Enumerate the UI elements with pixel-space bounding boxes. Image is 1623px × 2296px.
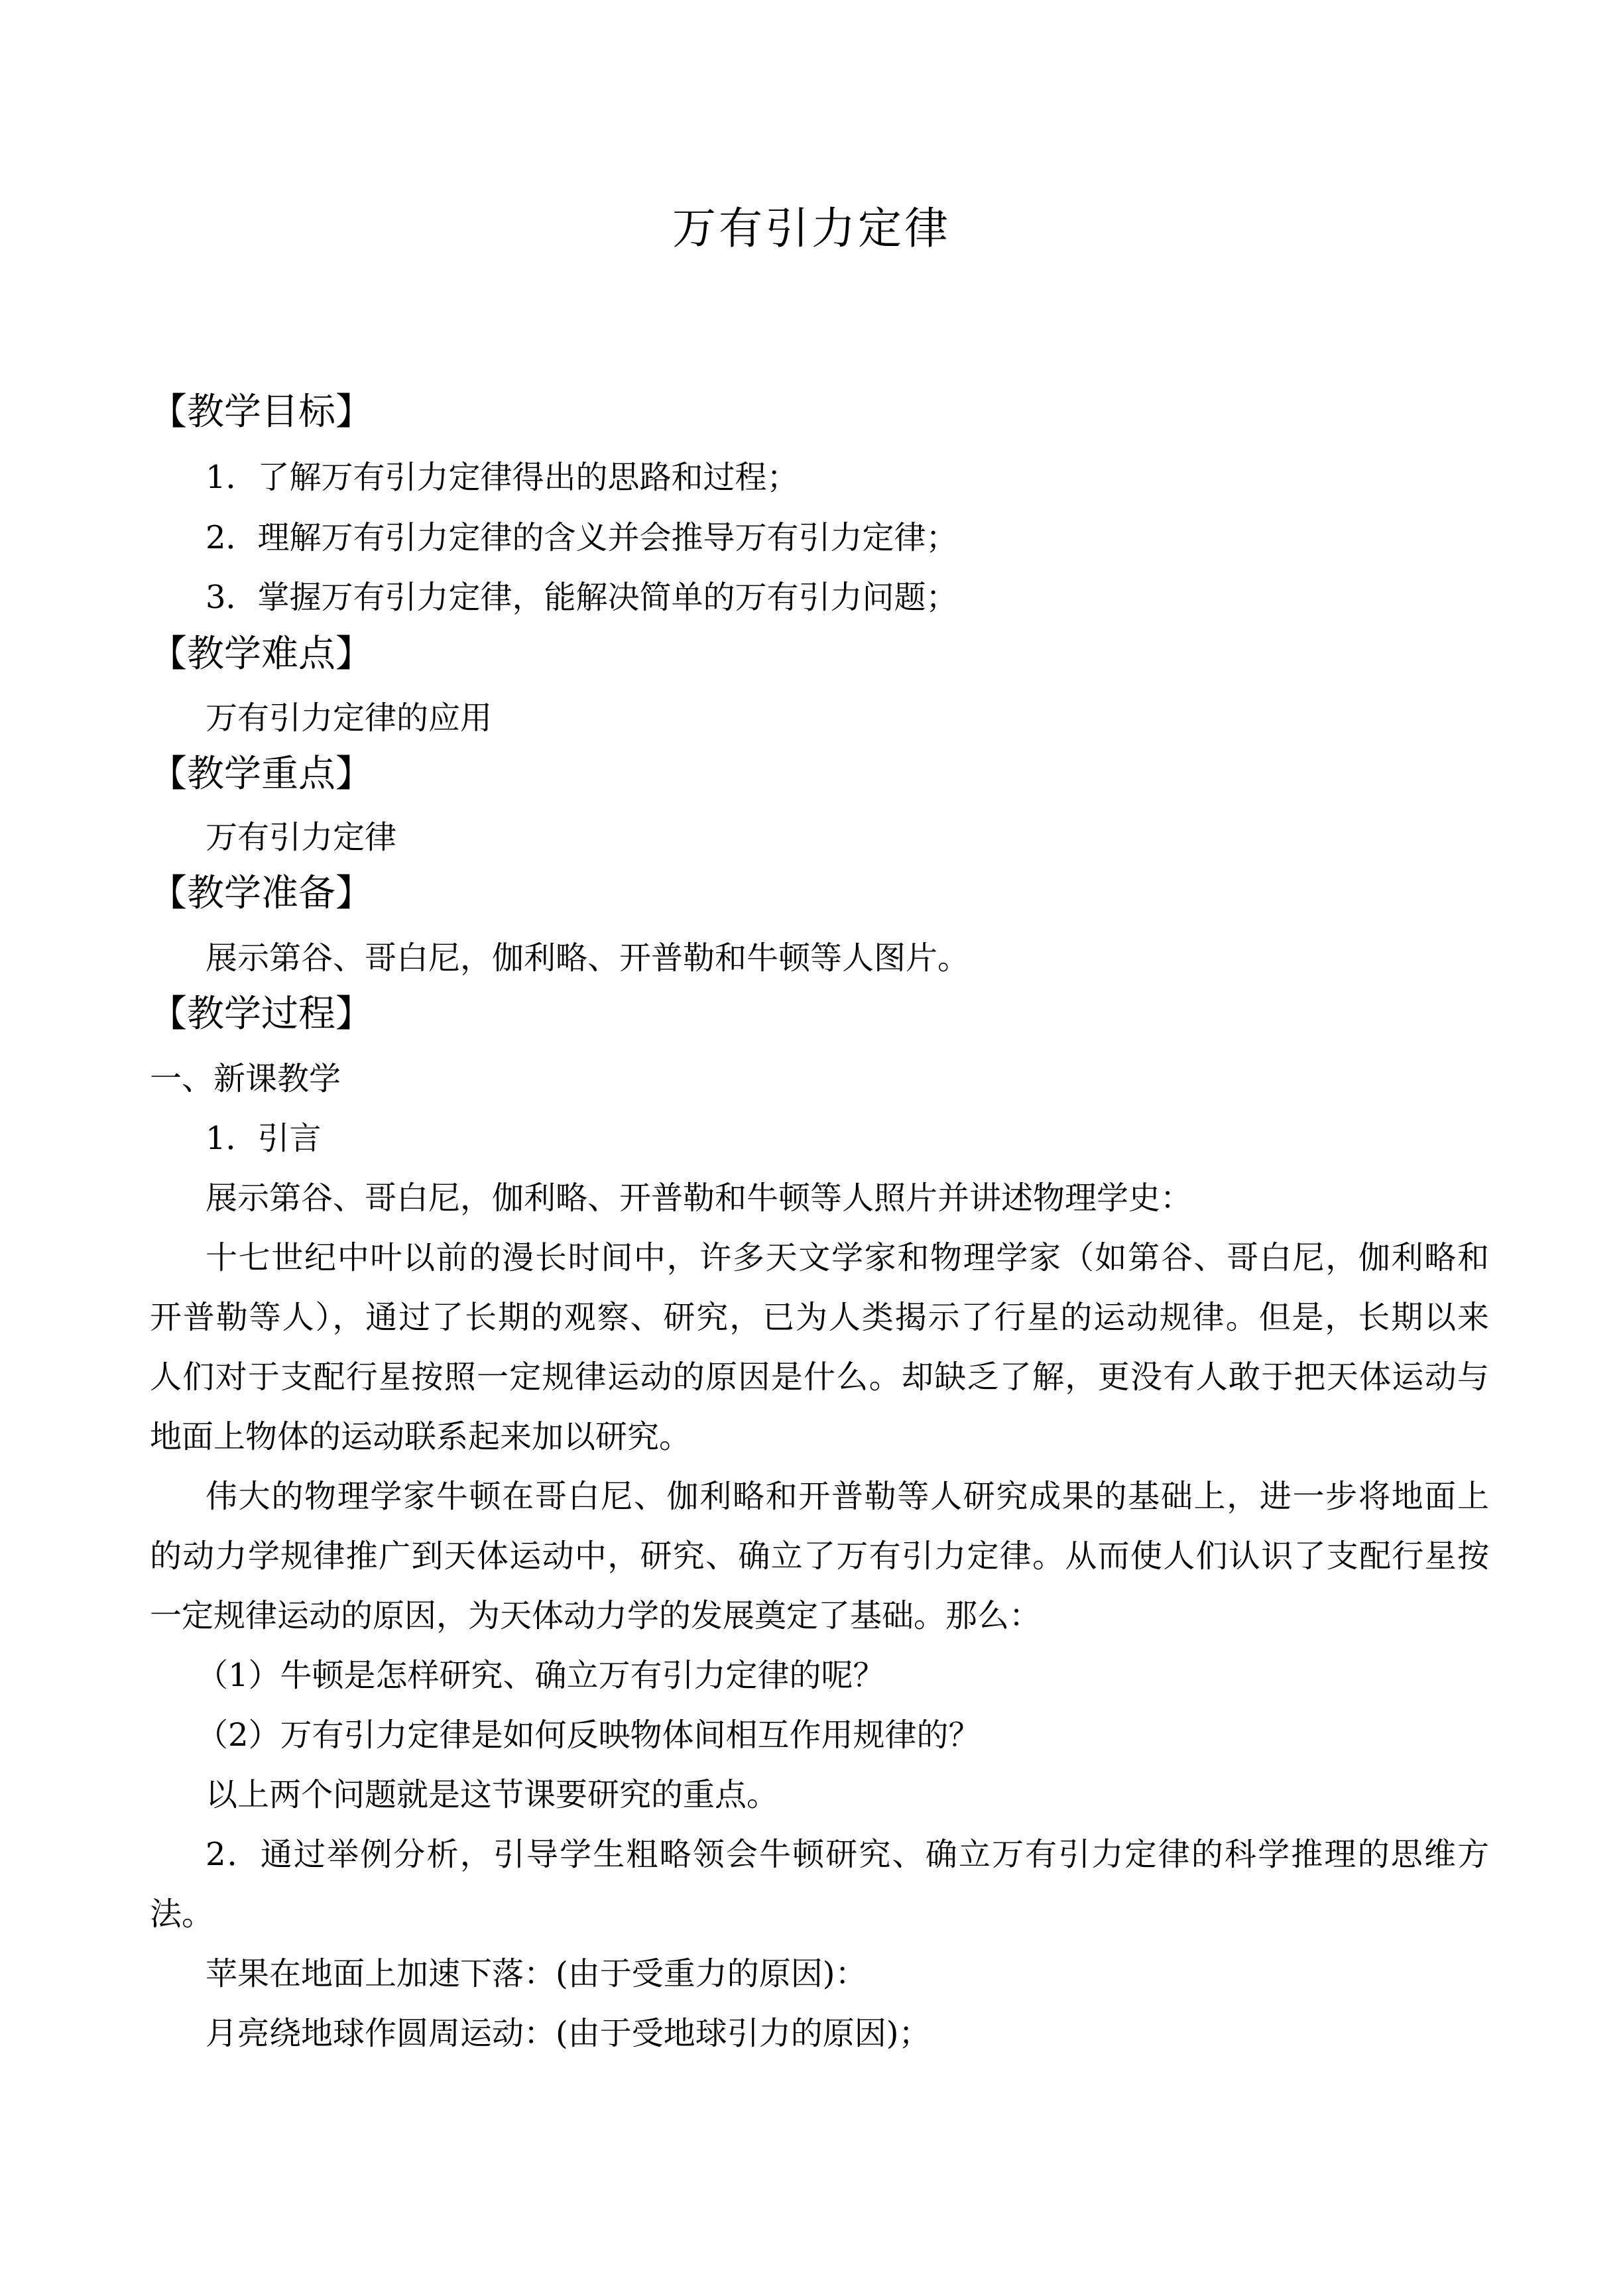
objective-item-3: 3．掌握万有引力定律，能解决简单的万有引力问题；	[206, 579, 958, 616]
newton-paragraph-line: 伟大的物理学家牛顿在哥白尼、伽利略和开普勒等人研究成果的基础上，进一步将地面上	[206, 1478, 1489, 1515]
example-apple: 苹果在地面上加速下落：(由于受重力的原因)：	[206, 1955, 867, 1992]
intro-title: 1．引言	[206, 1120, 322, 1157]
analysis-item-line: 法。	[150, 1896, 214, 1933]
history-paragraph-line: 开普勒等人），通过了长期的观察、研究，已为人类揭示了行星的运动规律。但是，长期以来	[150, 1299, 1489, 1336]
history-paragraph-line: 地面上物体的运动联系起来加以研究。	[150, 1418, 691, 1455]
key-points-text: 万有引力定律	[206, 819, 397, 856]
objective-item-1: 1．了解万有引力定律得出的思路和过程；	[206, 459, 799, 496]
process-heading: 【教学过程】	[150, 993, 373, 1036]
difficulty-text: 万有引力定律的应用	[206, 699, 493, 737]
history-paragraph-line: 十七世纪中叶以前的漫长时间中，许多天文学家和物理学家（如第谷、哥白尼，伽利略和	[206, 1239, 1489, 1276]
preparation-heading: 【教学准备】	[150, 872, 373, 915]
question-2: （2）万有引力定律是如何反映物体间相互作用规律的？	[196, 1717, 981, 1754]
newton-paragraph-line: 的动力学规律推广到天体运动中，研究、确立了万有引力定律。从而使人们认识了支配行星按	[150, 1538, 1489, 1575]
objectives-heading: 【教学目标】	[150, 391, 373, 434]
document-title: 万有引力定律	[672, 203, 951, 254]
questions-note: 以上两个问题就是这节课要研究的重点。	[206, 1776, 779, 1813]
history-paragraph-line: 人们对于支配行星按照一定规律运动的原因是什么。却缺乏了解，更没有人敢于把天体运动与	[150, 1359, 1489, 1396]
preparation-text: 展示第谷、哥白尼，伽利略、开普勒和牛顿等人图片。	[206, 939, 970, 977]
new-lesson-title: 一、新课教学	[150, 1060, 341, 1097]
difficulty-heading: 【教学难点】	[150, 633, 373, 676]
key-points-heading: 【教学重点】	[150, 753, 373, 796]
intro-lead: 展示第谷、哥白尼，伽利略、开普勒和牛顿等人照片并讲述物理学史：	[206, 1179, 1193, 1217]
question-1: （1）牛顿是怎样研究、确立万有引力定律的呢？	[196, 1657, 885, 1694]
example-moon: 月亮绕地球作圆周运动：(由于受地球引力的原因)；	[206, 2015, 931, 2052]
newton-paragraph-line: 一定规律运动的原因，为天体动力学的发展奠定了基础。那么：	[150, 1597, 1042, 1634]
analysis-item-line: 2．通过举例分析，引导学生粗略领会牛顿研究、确立万有引力定律的科学推理的思维方	[206, 1836, 1489, 1873]
objective-item-2: 2．理解万有引力定律的含义并会推导万有引力定律；	[206, 519, 958, 556]
